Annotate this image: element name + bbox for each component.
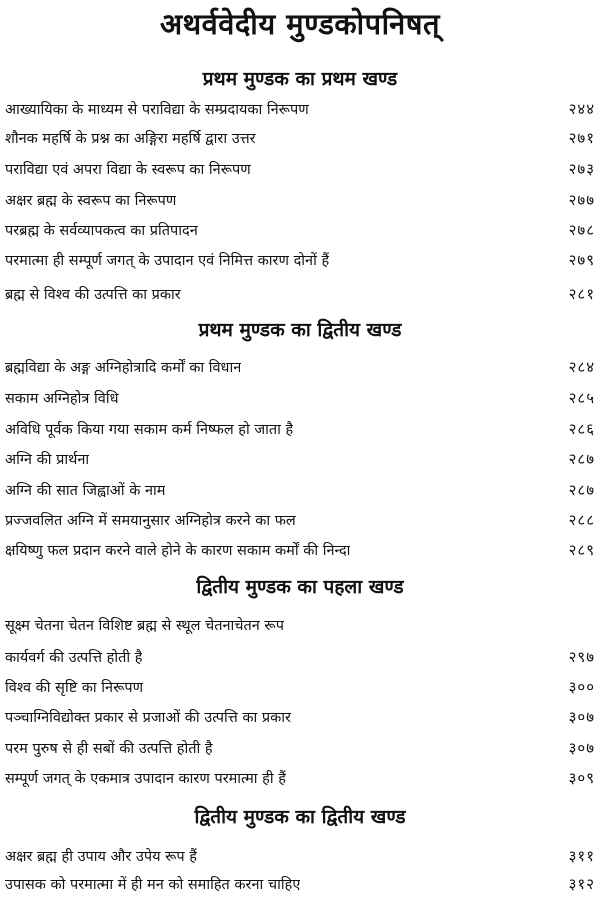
entry-page: २७७ (568, 191, 595, 209)
page-title: अथर्ववेदीय मुण्डकोपनिषत् (159, 7, 441, 41)
entry-text: कार्यवर्ग की उत्पत्ति होती है (5, 650, 143, 666)
entry-text: परमात्मा ही सम्पूर्ण जगत् के उपादान एवं निमित्त कारण दोनों हैं (5, 253, 330, 269)
entry-page: २७९ (568, 251, 595, 269)
toc-entry (5, 674, 595, 700)
entry-page: २४४ (568, 100, 595, 118)
section-heading-2: प्रथम मुण्डक का द्वितीय खण्ड (198, 319, 402, 341)
entry-text: उपासक को परमात्मा में ही मन को समाहित करना चाहिए (5, 877, 301, 893)
entry-text: क्षयिष्णु फल प्रदान करने वाले होने के कारण सकाम कर्मों की निन्दा (5, 543, 351, 559)
toc-entry (5, 477, 595, 503)
toc-entry (5, 843, 595, 869)
entry-text: अविधि पूर्वक किया गया सकाम कर्म निष्फल हो जाता है (5, 422, 294, 438)
entry-page: २८४ (568, 358, 595, 376)
toc-entry (5, 96, 595, 122)
toc-entry (5, 281, 595, 307)
toc-entry (5, 704, 595, 730)
entry-page: २८७ (568, 481, 595, 499)
entry-text: विश्व की सृष्टि का निरूपण (5, 680, 144, 696)
entry-page: ३०७ (568, 739, 595, 757)
toc-entry (5, 507, 595, 533)
entry-text: ब्रह्मविद्या के अङ्ग अग्निहोत्रादि कर्मों का विधान (5, 360, 242, 376)
entry-text: परम पुरुष से ही सबों की उत्पत्ति होती है (5, 741, 213, 757)
entry-page: ३०७ (568, 708, 595, 726)
toc-entry (5, 871, 595, 897)
entry-text: ब्रह्म से विश्व की उत्पत्ति का प्रकार (5, 287, 181, 303)
toc-entry (5, 416, 595, 442)
toc-entry (5, 247, 595, 273)
entry-text: सकाम अग्निहोत्र विधि (5, 391, 119, 407)
entry-page: २७८ (568, 221, 595, 239)
entry-text: अग्नि की सात जिह्वाओं के नाम (5, 483, 166, 499)
entry-text: पराविद्या एवं अपरा विद्या के स्वरूप का निरूपण (5, 162, 251, 178)
toc-entry (5, 446, 595, 472)
entry-text: सूक्ष्म चेतना चेतन विशिष्ट ब्रह्म से स्थूल चेतनाचेतन रूप (5, 618, 284, 634)
entry-text: प्रज्जवलित अग्नि में समयानुसार अग्निहोत्र करने का फल (5, 513, 296, 529)
toc-entry (5, 613, 595, 639)
entry-page: ३०९ (568, 769, 595, 787)
entry-page: २७१ (568, 129, 595, 147)
section-heading-1: प्रथम मुण्डक का प्रथम खण्ड (202, 68, 398, 90)
section-heading-4: द्वितीय मुण्डक का द्वितीय खण्ड (194, 806, 406, 828)
toc-entry (5, 385, 595, 411)
entry-text: शौनक महर्षि के प्रश्न का अङ्गिरा महर्षि द्वारा उत्तर (5, 131, 256, 147)
entry-text: परब्रह्म के सर्वव्यापकत्व का प्रतिपादन (5, 223, 198, 239)
entry-page: २७३ (568, 160, 595, 178)
entry-text: सम्पूर्ण जगत् के एकमात्र उपादान कारण परमात्मा ही हैं (5, 771, 286, 787)
entry-page: ३११ (568, 847, 595, 865)
entry-text: अग्नि की प्रार्थना (5, 452, 90, 468)
toc-entry (5, 187, 595, 213)
entry-page: २८६ (568, 420, 595, 438)
toc-entry (5, 644, 595, 670)
entry-page: २८७ (568, 450, 595, 468)
toc-entry (5, 354, 595, 380)
toc-entry (5, 217, 595, 243)
toc-entry (5, 537, 595, 563)
entry-text: अक्षर ब्रह्म ही उपाय और उपेय रूप हैं (5, 849, 197, 865)
entry-text: अक्षर ब्रह्म के स्वरूप का निरूपण (5, 193, 177, 209)
section-heading-3: द्वितीय मुण्डक का पहला खण्ड (196, 576, 404, 598)
toc-entry (5, 156, 595, 182)
entry-page: ३०० (568, 678, 595, 696)
entry-page: २८१ (568, 285, 595, 303)
entry-text: आख्यायिका के माध्यम से पराविद्या के सम्प्रदायका निरूपण (5, 102, 309, 118)
entry-page: २८५ (568, 389, 595, 407)
entry-text: पञ्चाग्निविद्योक्त प्रकार से प्रजाओं की उत्पत्ति का प्रकार (5, 710, 291, 726)
toc-entry (5, 125, 595, 151)
toc-entry (5, 735, 595, 761)
toc-entry (5, 765, 595, 791)
entry-page: २८९ (568, 541, 595, 559)
entry-page: ३१२ (568, 875, 595, 893)
entry-page: २९७ (568, 648, 595, 666)
entry-page: २८८ (568, 511, 595, 529)
